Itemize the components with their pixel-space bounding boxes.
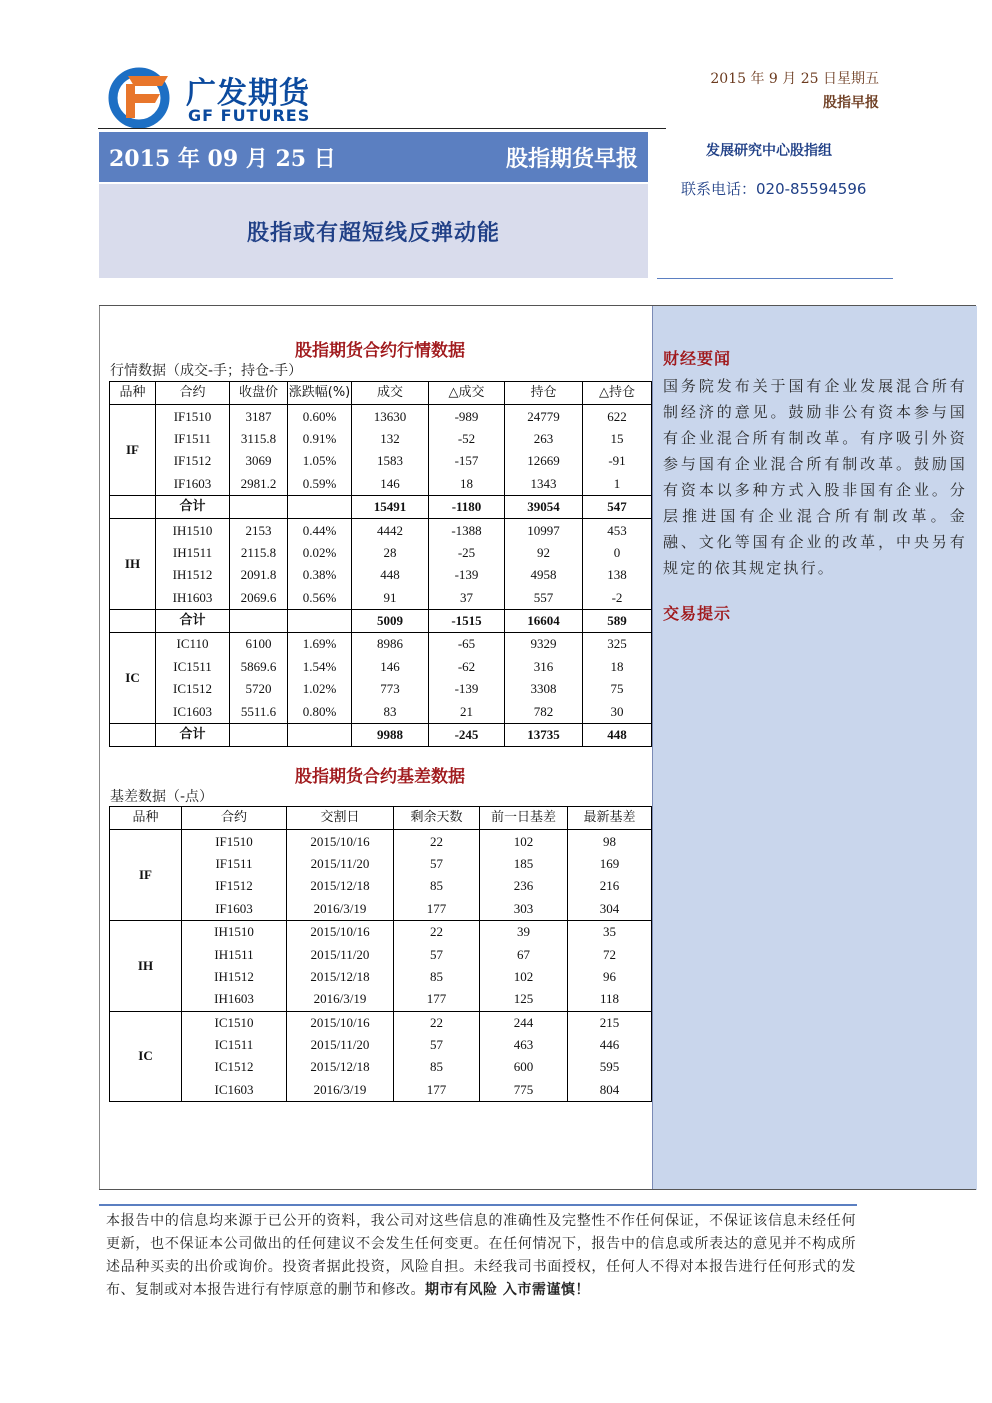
basis-table-title: 股指期货合约基差数据 <box>295 767 465 787</box>
market-header-cell: 合约 <box>156 382 230 405</box>
table-cell: IC1512 <box>156 678 230 700</box>
table-cell: 13630 <box>352 405 429 428</box>
table-cell: -25 <box>429 542 505 564</box>
total-cell: 39054 <box>505 495 583 518</box>
table-cell: 325 <box>583 633 652 656</box>
table-cell: 9329 <box>505 633 583 656</box>
table-cell: 2015/11/20 <box>287 943 394 965</box>
table-cell: 0.80% <box>288 700 352 723</box>
table-cell: 453 <box>583 519 652 542</box>
total-blank-cell <box>110 609 156 632</box>
table-cell: 2015/10/16 <box>287 920 394 943</box>
table-cell: 600 <box>480 1056 568 1078</box>
table-cell: 75 <box>583 678 652 700</box>
table-cell: IF1603 <box>182 898 287 921</box>
table-cell: IC1510 <box>182 1011 287 1034</box>
table-cell: IF1510 <box>156 405 230 428</box>
total-label: 合计 <box>156 609 230 632</box>
table-cell: 15 <box>583 428 652 450</box>
table-cell: 2015/10/16 <box>287 830 394 853</box>
title-banner <box>99 132 648 182</box>
table-cell: 0.91% <box>288 428 352 450</box>
table-row <box>110 473 652 496</box>
table-cell: 10997 <box>505 519 583 542</box>
table-cell: 8986 <box>352 633 429 656</box>
total-blank-cell <box>230 723 288 746</box>
news-sidebar <box>652 306 977 1190</box>
table-cell: 216 <box>568 875 652 897</box>
table-cell: 1.05% <box>288 450 352 472</box>
table-cell: 3115.8 <box>230 428 288 450</box>
table-row <box>110 1034 652 1056</box>
table-row <box>110 1056 652 1078</box>
table-cell: 0.02% <box>288 542 352 564</box>
table-cell: 177 <box>394 898 480 921</box>
total-cell: 13735 <box>505 723 583 746</box>
table-cell: 0.38% <box>288 564 352 586</box>
table-cell: 24779 <box>505 405 583 428</box>
table-cell: 72 <box>568 943 652 965</box>
total-blank-cell <box>288 609 352 632</box>
table-cell: 446 <box>568 1034 652 1056</box>
table-cell: 2015/12/18 <box>287 875 394 897</box>
variety-cell: IC <box>110 1011 182 1102</box>
news-body: 国务院发布关于国有企业发展混合所有制经济的意见。鼓励非公有资本参与国有企业混合所有制改革。有序吸引外资参与国有企业混合所有制改革。鼓励国有资本以多种方式入股非国有企业。分层推进国有企业混合所有制改革。金融、文化等国有企业的改革，中央另有规定的依其规定执行。 <box>663 377 967 577</box>
basis-header-cell: 合约 <box>182 807 287 830</box>
table-cell: 118 <box>568 988 652 1011</box>
table-cell: -62 <box>429 656 505 678</box>
table-cell: 5869.6 <box>230 656 288 678</box>
table-cell: 463 <box>480 1034 568 1056</box>
table-cell: 5720 <box>230 678 288 700</box>
total-cell: 589 <box>583 609 652 632</box>
table-cell: 316 <box>505 656 583 678</box>
table-cell: 22 <box>394 1011 480 1034</box>
table-cell: IF1510 <box>182 830 287 853</box>
table-cell: 244 <box>480 1011 568 1034</box>
table-cell: 96 <box>568 966 652 988</box>
table-cell: 177 <box>394 1079 480 1102</box>
headline: 股指或有超短线反弹动能 <box>246 220 500 246</box>
market-table-header <box>110 382 652 405</box>
table-cell: 3187 <box>230 405 288 428</box>
table-cell: 57 <box>394 1034 480 1056</box>
phone-number: 020-85594596 <box>756 180 867 198</box>
table-cell: -2 <box>583 587 652 610</box>
table-cell: 138 <box>583 564 652 586</box>
total-cell: -1515 <box>429 609 505 632</box>
table-row <box>110 450 652 472</box>
table-cell: IF1511 <box>182 853 287 875</box>
table-row <box>110 405 652 428</box>
table-cell: 57 <box>394 943 480 965</box>
table-cell: 57 <box>394 853 480 875</box>
table-cell: 1.54% <box>288 656 352 678</box>
total-blank-cell <box>110 495 156 518</box>
basis-data-table <box>109 806 652 1102</box>
table-cell: 595 <box>568 1056 652 1078</box>
table-cell: 1583 <box>352 450 429 472</box>
table-cell: IF1512 <box>156 450 230 472</box>
market-header-cell: 成交 <box>352 382 429 405</box>
main-bottom-divider <box>99 1189 976 1190</box>
table-cell: 102 <box>480 966 568 988</box>
total-cell: 448 <box>583 723 652 746</box>
table-row <box>110 564 652 586</box>
table-cell: IC1511 <box>182 1034 287 1056</box>
table-cell: IH1603 <box>182 988 287 1011</box>
table-cell: 2015/11/20 <box>287 1034 394 1056</box>
table-cell: 2015/11/20 <box>287 853 394 875</box>
table-cell: 125 <box>480 988 568 1011</box>
basis-header-cell: 品种 <box>110 807 182 830</box>
table-cell: 804 <box>568 1079 652 1102</box>
table-cell: 5511.6 <box>230 700 288 723</box>
table-cell: IH1511 <box>182 943 287 965</box>
news-title: 财经要闻 <box>663 349 732 368</box>
table-cell: 236 <box>480 875 568 897</box>
basis-table-header <box>110 807 652 830</box>
variety-cell: IF <box>110 830 182 921</box>
market-header-cell: 品种 <box>110 382 156 405</box>
total-label: 合计 <box>156 723 230 746</box>
gf-futures-logo <box>106 66 366 128</box>
table-cell: IC1603 <box>156 700 230 723</box>
table-cell: 132 <box>352 428 429 450</box>
table-cell: 177 <box>394 988 480 1011</box>
table-cell: -139 <box>429 564 505 586</box>
table-cell: 12669 <box>505 450 583 472</box>
total-blank-cell <box>110 723 156 746</box>
total-label: 合计 <box>156 495 230 518</box>
banner-date: 2015 年 09 月 25 日 <box>109 146 336 172</box>
phone-label: 联系电话： <box>681 180 757 198</box>
table-cell: 2069.6 <box>230 587 288 610</box>
gf-logo-icon <box>106 66 182 128</box>
table-row <box>110 898 652 921</box>
total-cell: 547 <box>583 495 652 518</box>
total-cell: 5009 <box>352 609 429 632</box>
table-cell: 2015/12/18 <box>287 1056 394 1078</box>
table-cell: 39 <box>480 920 568 943</box>
table-cell: 448 <box>352 564 429 586</box>
table-cell: 622 <box>583 405 652 428</box>
table-cell: -52 <box>429 428 505 450</box>
table-cell: -157 <box>429 450 505 472</box>
table-cell: 557 <box>505 587 583 610</box>
total-cell: 16604 <box>505 609 583 632</box>
basis-header-cell: 剩余天数 <box>394 807 480 830</box>
table-cell: 2016/3/19 <box>287 898 394 921</box>
trading-tips-title: 交易提示 <box>663 604 732 623</box>
table-cell: 3308 <box>505 678 583 700</box>
table-cell: 85 <box>394 966 480 988</box>
table-cell: -139 <box>429 678 505 700</box>
table-cell: 2981.2 <box>230 473 288 496</box>
table-cell: IC110 <box>156 633 230 656</box>
disclaimer-text: 本报告中的信息均来源于已公开的资料，我公司对这些信息的准确性及完整性不作任何保证，不保证该信息未经任何更新，也不保证本公司做出的任何建议不会发生任何变更。在任何情况下，报告中的信息或所表达的意见并不构成所述品种买卖的出价或询价。投资者据此投资，风险自担。未经我司书面授权，任何人不得对本报告进行任何形式的发布、复制或对本报告进行有悖原意的删节和修改。 <box>106 1213 856 1298</box>
table-cell: IH1603 <box>156 587 230 610</box>
table-cell: IC1603 <box>182 1079 287 1102</box>
table-cell: 2115.8 <box>230 542 288 564</box>
basis-header-cell: 交割日 <box>287 807 394 830</box>
table-row <box>110 700 652 723</box>
table-cell: 0 <box>583 542 652 564</box>
market-header-cell: 收盘价 <box>230 382 288 405</box>
table-row <box>110 542 652 564</box>
total-cell: -245 <box>429 723 505 746</box>
table-cell: 91 <box>352 587 429 610</box>
table-row <box>110 966 652 988</box>
table-cell: 98 <box>568 830 652 853</box>
table-cell: 2015/12/18 <box>287 966 394 988</box>
table-cell: IF1512 <box>182 875 287 897</box>
total-row <box>110 609 652 632</box>
total-blank-cell <box>230 609 288 632</box>
report-date: 2015 年 9 月 25 日星期五 <box>710 71 879 87</box>
table-cell: 0.60% <box>288 405 352 428</box>
table-cell: 169 <box>568 853 652 875</box>
research-team: 发展研究中心股指组 <box>706 143 832 159</box>
market-data-table <box>109 381 652 747</box>
table-cell: 1 <box>583 473 652 496</box>
total-row <box>110 723 652 746</box>
total-blank-cell <box>230 495 288 518</box>
report-type: 股指早报 <box>823 95 879 111</box>
table-cell: 2016/3/19 <box>287 988 394 1011</box>
table-row <box>110 920 652 943</box>
table-cell: -1388 <box>429 519 505 542</box>
variety-cell: IF <box>110 405 156 496</box>
logo-english-text: GF FUTURES <box>188 106 311 125</box>
total-cell: 15491 <box>352 495 429 518</box>
table-row <box>110 1011 652 1034</box>
table-cell: 775 <box>480 1079 568 1102</box>
table-row <box>110 853 652 875</box>
table-cell: 35 <box>568 920 652 943</box>
table-cell: IH1510 <box>182 920 287 943</box>
table-cell: 67 <box>480 943 568 965</box>
table-row <box>110 519 652 542</box>
total-row <box>110 495 652 518</box>
risk-warning: 期市有风险 入市需谨慎！ <box>425 1282 590 1298</box>
table-row <box>110 587 652 610</box>
total-blank-cell <box>288 723 352 746</box>
market-header-cell: △持仓 <box>583 382 652 405</box>
table-cell: 18 <box>429 473 505 496</box>
table-cell: 1.69% <box>288 633 352 656</box>
table-row <box>110 428 652 450</box>
market-table-title: 股指期货合约行情数据 <box>295 341 465 361</box>
basis-header-cell: 前一日基差 <box>480 807 568 830</box>
table-row <box>110 678 652 700</box>
table-cell: -989 <box>429 405 505 428</box>
table-cell: 92 <box>505 542 583 564</box>
total-cell: 9988 <box>352 723 429 746</box>
table-cell: 263 <box>505 428 583 450</box>
table-cell: 2091.8 <box>230 564 288 586</box>
header-divider <box>98 128 666 129</box>
table-cell: 1.02% <box>288 678 352 700</box>
table-cell: 2015/10/16 <box>287 1011 394 1034</box>
table-row <box>110 875 652 897</box>
table-cell: 30 <box>583 700 652 723</box>
market-header-cell: △成交 <box>429 382 505 405</box>
table-cell: 782 <box>505 700 583 723</box>
total-blank-cell <box>288 495 352 518</box>
market-header-cell: 持仓 <box>505 382 583 405</box>
table-cell: 21 <box>429 700 505 723</box>
table-cell: IC1511 <box>156 656 230 678</box>
table-cell: 185 <box>480 853 568 875</box>
table-row <box>110 656 652 678</box>
table-cell: IF1603 <box>156 473 230 496</box>
table-cell: 1343 <box>505 473 583 496</box>
table-cell: 85 <box>394 875 480 897</box>
variety-cell: IH <box>110 519 156 610</box>
table-cell: 0.56% <box>288 587 352 610</box>
table-cell: 18 <box>583 656 652 678</box>
table-cell: 102 <box>480 830 568 853</box>
variety-cell: IC <box>110 633 156 724</box>
table-cell: 0.44% <box>288 519 352 542</box>
market-header-cell: 涨跌幅(%) <box>288 382 352 405</box>
basis-table-note: 基差数据（-点） <box>110 789 214 805</box>
table-row <box>110 633 652 656</box>
contact-phone <box>681 178 866 199</box>
contact-divider <box>657 278 893 279</box>
table-cell: 22 <box>394 830 480 853</box>
logo-chinese-text: 广发期货 <box>186 76 310 111</box>
table-cell: 4442 <box>352 519 429 542</box>
variety-cell: IH <box>110 920 182 1011</box>
table-cell: -91 <box>583 450 652 472</box>
table-row <box>110 943 652 965</box>
table-cell: IH1512 <box>156 564 230 586</box>
table-cell: IH1512 <box>182 966 287 988</box>
table-cell: IF1511 <box>156 428 230 450</box>
table-cell: 22 <box>394 920 480 943</box>
table-cell: 304 <box>568 898 652 921</box>
table-cell: 2016/3/19 <box>287 1079 394 1102</box>
table-cell: 28 <box>352 542 429 564</box>
table-row <box>110 988 652 1011</box>
table-row <box>110 1079 652 1102</box>
disclaimer <box>106 1210 856 1302</box>
table-cell: 773 <box>352 678 429 700</box>
table-cell: IH1511 <box>156 542 230 564</box>
total-cell: -1180 <box>429 495 505 518</box>
table-cell: 2153 <box>230 519 288 542</box>
table-cell: 4958 <box>505 564 583 586</box>
table-cell: -65 <box>429 633 505 656</box>
table-cell: 6100 <box>230 633 288 656</box>
market-table-note: 行情数据（成交-手；持仓-手） <box>110 363 303 379</box>
table-cell: 146 <box>352 473 429 496</box>
table-row <box>110 830 652 853</box>
headline-box <box>99 184 648 278</box>
table-cell: IH1510 <box>156 519 230 542</box>
table-cell: 303 <box>480 898 568 921</box>
table-cell: 37 <box>429 587 505 610</box>
table-cell: 0.59% <box>288 473 352 496</box>
table-cell: 3069 <box>230 450 288 472</box>
table-cell: 85 <box>394 1056 480 1078</box>
table-cell: 83 <box>352 700 429 723</box>
table-cell: 215 <box>568 1011 652 1034</box>
disclaimer-divider <box>99 1204 857 1206</box>
main-left-border <box>99 306 100 1190</box>
table-cell: IC1512 <box>182 1056 287 1078</box>
basis-header-cell: 最新基差 <box>568 807 652 830</box>
table-cell: 146 <box>352 656 429 678</box>
banner-title: 股指期货早报 <box>505 146 638 172</box>
